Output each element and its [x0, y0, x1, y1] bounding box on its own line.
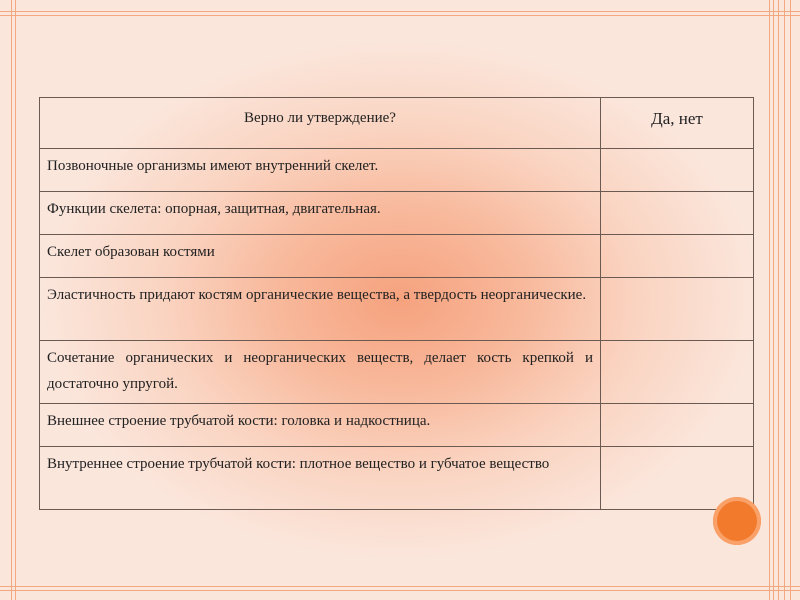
frame-line-left [11, 0, 12, 600]
frame-line-top [0, 11, 800, 12]
statement-cell: Эластичность придают костям органические вещества, а твердость неорганические. [40, 278, 601, 341]
answer-cell[interactable] [601, 278, 754, 341]
statement-cell: Внутреннее строение трубчатой кости: плотное вещество и губчатое вещество [40, 447, 601, 510]
table-row [40, 235, 754, 278]
table-row [40, 447, 754, 510]
decorative-circle [713, 497, 761, 545]
quiz-table [39, 97, 754, 510]
answer-cell[interactable] [601, 341, 754, 404]
statement-cell: Позвоночные организмы имеют внутренний скелет. [40, 149, 601, 192]
statement-cell: Функции скелета: опорная, защитная, двигательная. [40, 192, 601, 235]
answer-cell[interactable] [601, 192, 754, 235]
frame-line-right-3 [778, 0, 779, 600]
table-row [40, 149, 754, 192]
header-answer: Да, нет [601, 98, 754, 149]
frame-line-bottom [0, 586, 800, 587]
answer-cell[interactable] [601, 149, 754, 192]
frame-line-right-5 [790, 0, 791, 600]
frame-line-right [769, 0, 770, 600]
frame-line-bottom-inner [0, 590, 800, 591]
answer-cell[interactable] [601, 404, 754, 447]
statement-cell: Сочетание органических и неорганических веществ, делает кость крепкой и достаточно упругой. [40, 341, 601, 404]
statement-cell: Скелет образован костями [40, 235, 601, 278]
frame-line-right-4 [784, 0, 785, 600]
frame-line-top-inner [0, 15, 800, 16]
table-row [40, 404, 754, 447]
frame-line-right-2 [773, 0, 774, 600]
quiz-table-container [39, 97, 753, 510]
table-header-row [40, 98, 754, 149]
table-row [40, 278, 754, 341]
statement-cell: Внешнее строение трубчатой кости: головка и надкостница. [40, 404, 601, 447]
frame-line-left-inner [15, 0, 16, 600]
table-row [40, 192, 754, 235]
answer-cell[interactable] [601, 235, 754, 278]
header-question: Верно ли утверждение? [40, 98, 601, 149]
table-row [40, 341, 754, 404]
